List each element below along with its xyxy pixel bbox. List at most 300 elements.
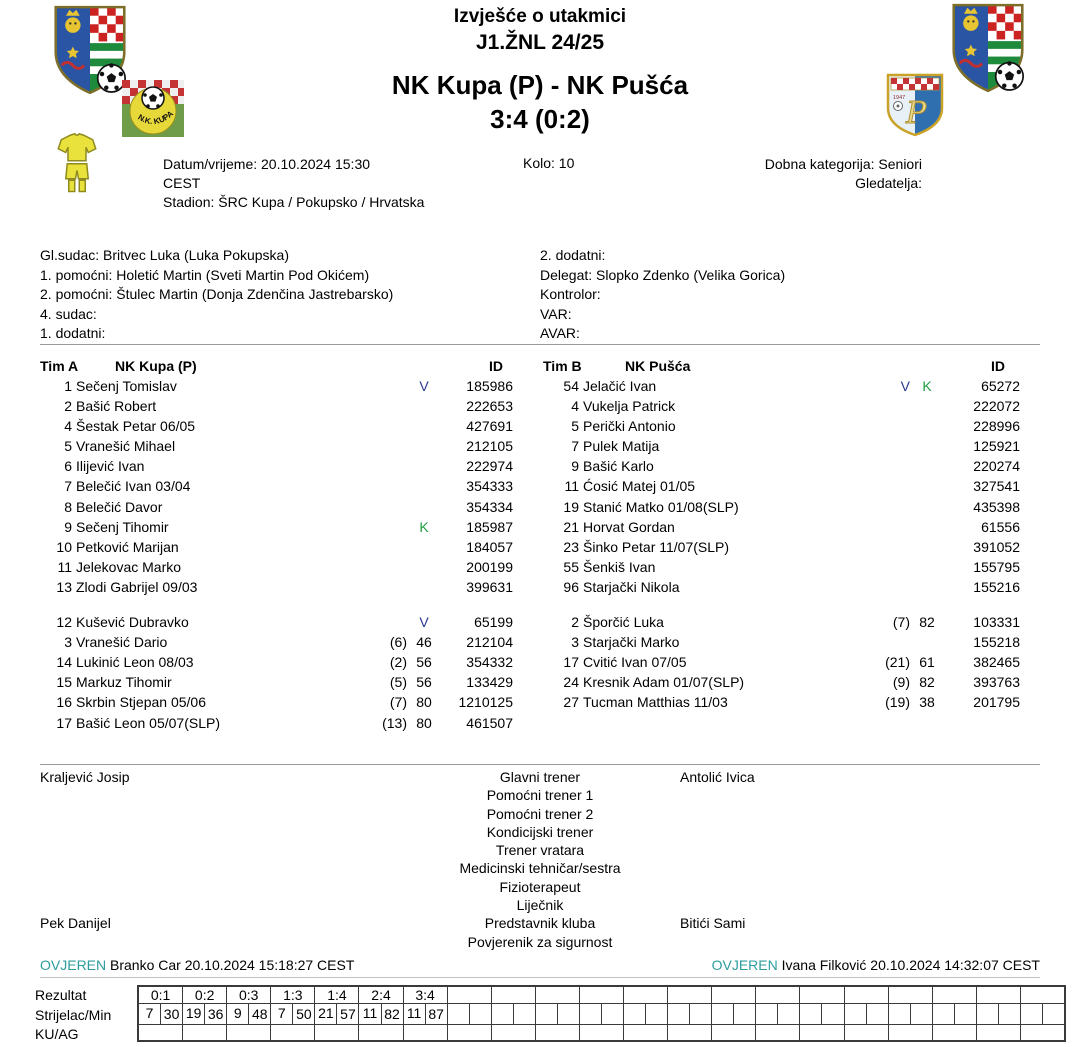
minute-cell [911,1004,932,1024]
minute-cell: 48 [251,1006,268,1022]
player-name: Vranešić Dario [76,634,168,651]
player-name: Ilijević Ivan [76,458,145,475]
row-label-ku-ag: KU/AG [35,1026,79,1042]
player-row [40,713,517,733]
player-row [543,416,1027,436]
player-id: 125921 [973,438,1020,455]
player-id: 133429 [466,674,513,691]
scorer-minute-cell [889,1004,932,1025]
sub-minute [407,416,441,436]
official-line: Delegat: Slopko Zdenko (Velika Gorica) [540,266,786,283]
player-number: 6 [64,458,72,475]
sub-replaced-number: (7) [389,694,407,711]
player-id: 435398 [973,498,1020,515]
sub-replaced-number: (7) [892,614,910,631]
match-stadium: Stadion: ŠRC Kupa / Pokupsko / Hrvatska [163,194,425,210]
attendance: Gledatelja: [855,175,922,191]
minute-cell [470,1004,491,1024]
player-number: 11 [57,558,72,575]
captain-badge: K [419,518,429,535]
scorer-minute-cell [756,1004,799,1025]
staff-role-label: Liječnik [516,897,564,914]
player-number: 10 [56,538,72,555]
result-cell [1021,987,1064,1004]
result-cell: 0:2 [183,987,226,1004]
score-column [404,987,448,1040]
minute-cell: 36 [207,1006,224,1022]
player-row [40,652,517,672]
player-id: 228996 [973,418,1020,435]
player-row [543,632,1027,652]
player-number: 16 [56,694,72,711]
verification-right [712,957,1040,973]
goalkeeper-badge: V [419,378,429,394]
player-id: 200199 [466,558,513,575]
sub-replaced-number [866,632,910,652]
player-id: 354334 [466,498,513,515]
divider-line [40,344,1040,345]
player-id: 155218 [973,634,1020,651]
scorer-minute-cell [1021,1004,1064,1025]
result-cell [492,987,535,1004]
official-line: 1. dodatni: [40,325,106,341]
scorer-minute-cell [933,1004,976,1025]
minute-cell [1043,1004,1064,1024]
ku-ag-cell [448,1025,491,1040]
official-line: VAR: [540,305,572,322]
team-b-id-header: ID [991,358,1005,374]
score-table-labels [35,986,111,1045]
player-name: Lukinić Leon 08/03 [76,654,194,671]
sub-replaced-number: (21) [885,654,910,671]
player-row [40,632,517,652]
player-number: 21 [563,518,579,535]
match-timezone: CEST [163,175,201,191]
player-id: 155216 [973,578,1020,595]
staff-section [40,768,1040,951]
staff-role-label: Pomoćni trener 1 [486,787,594,804]
sub-minute [910,537,944,557]
scorer-cell [624,1004,646,1024]
player-id: 103331 [973,614,1020,631]
player-name: Zlodi Gabrijel 09/03 [76,578,198,595]
row-label-result: Rezultat [35,987,87,1003]
scorer-cell [580,1004,602,1024]
competition-title: J1.ŽNL 24/25 [475,31,605,54]
player-number: 14 [56,654,72,671]
ku-ag-cell [668,1025,711,1040]
player-number: 54 [563,378,579,394]
player-row [543,537,1027,557]
score-column [977,987,1021,1040]
sub-minute: 56 [416,654,432,671]
sub-minute [910,416,944,436]
player-number: 17 [563,654,579,671]
player-number: 12 [56,614,72,631]
player-number: 3 [571,634,579,651]
player-row [543,652,1027,672]
sub-minute: 46 [416,634,432,651]
result-cell: 0:3 [227,987,270,1004]
sub-minute [407,456,441,476]
player-id: 327541 [973,478,1020,495]
minute-cell [778,1004,799,1024]
match-title: NK Kupa (P) - NK Pušća [391,70,689,100]
sub-minute: 80 [416,694,432,711]
player-name: Perički Antonio [583,418,676,435]
staff-role-label: Povjerenik za sigurnost [467,933,613,950]
staff-role-label: Glavni trener [499,769,581,785]
team-a-header [40,356,517,376]
sub-replaced-number: (13) [382,714,407,731]
divider-line [40,977,1040,978]
player-name: Markuz Tihomir [76,674,172,691]
scorer-cell [536,1004,558,1024]
player-number: 96 [563,578,579,595]
ku-ag-cell [580,1025,623,1040]
player-number: 5 [571,418,579,435]
scorer-cell [712,1004,734,1024]
sub-minute: 61 [919,654,935,671]
staff-row [40,859,1040,877]
score-column [359,987,403,1040]
staff-role-label: Kondicijski trener [486,823,594,840]
score-column [845,987,889,1040]
sub-replaced-number [866,537,910,557]
team-a-subs [40,612,517,733]
player-number: 5 [64,438,72,455]
player-number: 24 [563,674,579,691]
player-number: 9 [64,518,72,535]
ku-ag-cell [359,1025,402,1040]
official-line: 2. pomoćni: Štulec Martin (Donja Zdenčina Jastrebarsko) [40,286,394,302]
player-row [543,692,1027,712]
staff-name-team-b: Antolić Ivica [680,769,755,785]
ku-ag-cell [227,1025,270,1040]
team-b-starters [543,376,1027,597]
player-id: 212104 [466,634,513,651]
staff-row [40,896,1040,914]
staff-row [40,878,1040,896]
result-cell [580,987,623,1004]
player-name: Skrbin Stjepan 05/06 [76,694,206,711]
staff-row [40,841,1040,859]
player-name: Stanić Matko 01/08(SLP) [583,498,739,515]
sub-replaced-number [866,577,910,597]
player-id: 61556 [981,518,1020,535]
ku-ag-cell [492,1025,535,1040]
age-category: Dobna kategorija: Seniori [764,156,922,172]
sub-minute [910,396,944,416]
ku-ag-cell [315,1025,358,1040]
minute-cell [955,1004,976,1024]
player-name: Starjački Nikola [583,578,680,595]
minute-cell: 57 [340,1006,356,1022]
team-a-label: Tim A [40,358,79,374]
player-id: 354333 [466,478,513,495]
player-name: Pulek Matija [583,438,660,455]
result-cell [977,987,1020,1004]
player-id: 184057 [466,538,513,555]
sub-replaced-number [866,517,910,537]
scorer-minute-cell [668,1004,711,1025]
player-number: 7 [64,478,72,495]
ku-ag-cell [756,1025,799,1040]
player-number: 11 [564,478,579,495]
staff-role-label: Trener vratara [495,842,585,859]
scorer-minute-cell [227,1004,270,1025]
player-row [40,376,517,396]
ku-ag-cell [183,1025,226,1040]
minute-cell: 82 [384,1006,400,1022]
staff-role-label: Medicinski tehničar/sestra [459,860,621,877]
player-name: Starjački Marko [583,634,680,651]
minute-cell [734,1004,755,1024]
scorer-minute-cell [800,1004,843,1025]
player-name: Šenkiš Ivan [583,558,656,575]
sub-replaced-number [866,497,910,517]
player-name: Bašić Karlo [583,458,654,475]
minute-cell [867,1004,888,1024]
minute-cell [999,1004,1020,1024]
player-id: 391052 [973,538,1020,555]
score-column [227,987,271,1040]
player-id: 461507 [466,714,513,731]
sub-replaced-number [363,577,407,597]
player-row [543,376,1027,396]
ku-ag-cell [845,1025,888,1040]
score-column [580,987,624,1040]
player-id: 382465 [973,654,1020,671]
player-id: 1210125 [458,694,513,711]
scorer-cell [800,1004,822,1024]
sub-replaced-number: (19) [885,694,910,711]
player-row [543,456,1027,476]
player-name: Horvat Gordan [583,518,675,535]
scorer-cell [977,1004,999,1024]
player-name: Belečić Davor [76,498,163,515]
player-row [543,517,1027,537]
report-title: Izvješće o utakmici [453,6,627,27]
sub-minute: 82 [919,674,935,691]
score-column [271,987,315,1040]
sub-replaced-number [866,436,910,456]
player-number: 15 [56,674,72,691]
match-datetime: Datum/vrijeme: 20.10.2024 15:30 [163,156,371,172]
scorer-cell: 7 [271,1004,293,1024]
result-cell: 3:4 [404,987,447,1004]
player-row [40,436,517,456]
ku-ag-cell [712,1025,755,1040]
scorer-cell: 19 [183,1004,205,1024]
scorer-cell: 21 [315,1004,337,1024]
player-name: Šestak Petar 06/05 [76,418,196,435]
staff-role-label: Fizioterapeut [499,878,581,895]
scorer-minute-cell [315,1004,358,1025]
sub-replaced-number: (6) [389,634,407,651]
player-name: Vranešić Mihael [76,438,176,455]
player-number: 3 [64,634,72,651]
team-kit-icon [45,133,109,193]
sub-replaced-number [866,557,910,577]
player-id: 222653 [466,398,513,415]
sub-replaced-number [363,497,407,517]
player-number: 9 [571,458,579,475]
player-row [543,577,1027,597]
score-column [183,987,227,1040]
scorer-minute-cell [492,1004,535,1025]
sub-minute [910,436,944,456]
row-label-scorer-min: Strijelac/Min [35,1006,112,1023]
official-line: Kontrolor: [540,286,601,302]
ku-ag-cell [271,1025,314,1040]
sub-replaced-number [866,396,910,416]
result-cell [889,987,932,1004]
sub-minute [910,456,944,476]
player-row [543,497,1027,517]
match-round: Kolo: 10 [523,155,575,171]
sub-minute: 38 [919,694,935,711]
staff-row [40,805,1040,823]
ku-ag-cell [977,1025,1020,1040]
scorer-cell [492,1004,514,1024]
official-line: 4. sudac: [40,305,97,322]
sub-replaced-number [866,416,910,436]
player-row [543,557,1027,577]
score-column [756,987,800,1040]
scorer-minute-cell [359,1004,402,1025]
player-number: 4 [64,418,72,435]
team-b-header [543,356,1027,376]
ku-ag-cell [800,1025,843,1040]
staff-row [40,823,1040,841]
player-id: 185986 [466,378,513,394]
player-row [40,612,517,632]
scorer-minute-cell [271,1004,314,1025]
final-score: 3:4 (0:2) [490,104,590,134]
result-cell [536,987,579,1004]
sub-replaced-number [363,537,407,557]
player-row [40,517,517,537]
result-cell [756,987,799,1004]
player-name: Jelekovac Marko [76,558,182,575]
player-row [40,672,517,692]
scorer-cell [668,1004,690,1024]
scorer-minute-cell [139,1004,182,1025]
team-a-id-header: ID [489,358,503,374]
player-id: 65272 [981,378,1020,394]
sub-minute [407,537,441,557]
player-name: Šinko Petar 11/07(SLP) [583,538,730,555]
player-name: Jelačić Ivan [583,378,657,394]
title-block [0,6,1080,135]
player-name: Vukelja Patrick [583,398,676,415]
team-b-label: Tim B [543,358,582,374]
player-name: Bašić Robert [76,398,157,415]
player-name: Cvitić Ivan 07/05 [583,654,687,671]
player-row [40,416,517,436]
player-id: 222072 [973,398,1020,415]
scorer-cell [756,1004,778,1024]
player-id: 155795 [973,558,1020,575]
scorer-cell [1021,1004,1043,1024]
goalkeeper-badge: V [900,378,910,394]
score-column [889,987,933,1040]
score-column [492,987,536,1040]
player-row [543,612,1027,632]
scorer-cell: 11 [359,1004,381,1024]
player-row [543,476,1027,496]
sub-replaced-number [363,476,407,496]
player-number: 55 [563,558,579,575]
player-name: Bašić Leon 05/07(SLP) [76,714,220,731]
player-row [40,557,517,577]
player-name: Šporčić Luka [583,614,664,631]
sub-minute [407,476,441,496]
minute-cell [646,1004,667,1024]
score-column [139,987,183,1040]
player-name: Sečenj Tomislav [76,378,177,394]
match-info-left [163,155,424,212]
score-column [448,987,492,1040]
goalkeeper-badge: V [419,614,429,631]
minute-cell [822,1004,843,1024]
player-number: 4 [571,398,579,415]
scorer-cell: 11 [404,1004,426,1024]
player-number: 8 [64,498,72,515]
player-id: 212105 [466,438,513,455]
player-id: 427691 [466,418,513,435]
sub-minute [910,557,944,577]
score-column [668,987,712,1040]
player-number: 2 [571,614,579,631]
verified-badge: OVJEREN [40,957,107,973]
player-id: 399631 [466,578,513,595]
score-progression-table [137,985,1066,1042]
score-column [536,987,580,1040]
scorer-cell [933,1004,955,1024]
minute-cell: 30 [163,1006,180,1022]
player-row [40,456,517,476]
player-number: 23 [563,538,579,555]
ku-ag-cell [139,1025,182,1040]
captain-badge: K [922,378,932,394]
sub-replaced-number: (2) [389,654,407,671]
sub-minute: 56 [416,674,432,691]
official-line: AVAR: [540,325,580,341]
staff-role-label: Predstavnik kluba [484,915,596,932]
score-column [1021,987,1064,1040]
staff-row [40,786,1040,804]
result-cell [624,987,667,1004]
sub-replaced-number [363,557,407,577]
minute-cell: 50 [296,1006,312,1022]
sub-replaced-number [363,436,407,456]
result-cell: 0:1 [139,987,182,1004]
staff-name-team-a: Pek Danijel [40,915,111,932]
scorer-cell [448,1004,470,1024]
scorer-minute-cell [183,1004,226,1025]
result-cell [668,987,711,1004]
sub-replaced-number [363,456,407,476]
sub-replaced-number [363,416,407,436]
sub-minute [910,476,944,496]
score-column [712,987,756,1040]
player-number: 2 [64,398,72,415]
scorer-cell [845,1004,867,1024]
staff-row [40,914,1040,932]
match-info-right [765,155,922,193]
